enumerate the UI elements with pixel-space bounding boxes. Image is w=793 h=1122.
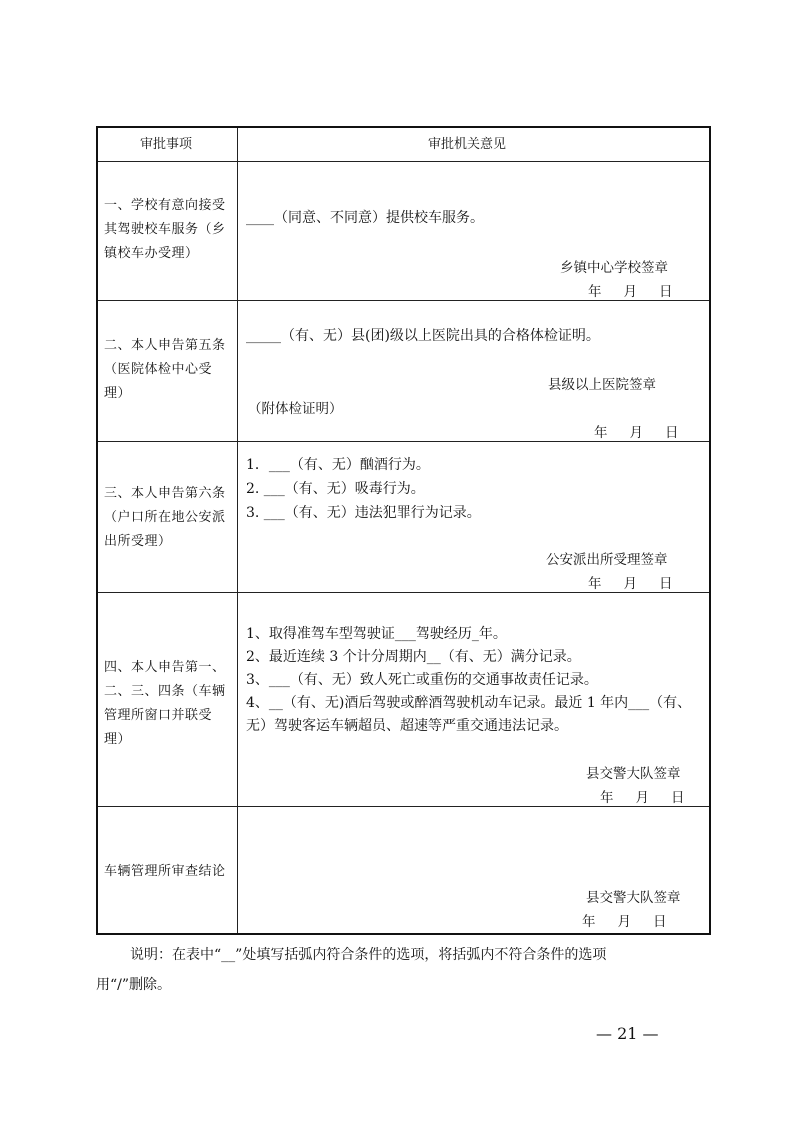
row4-sign: 县交警大队签章	[586, 766, 681, 782]
row2-sign: 县级以上医院签章	[548, 377, 656, 393]
row1-sign: 乡镇中心学校签章	[560, 260, 668, 276]
row3-sign: 公安派出所受理签章	[546, 552, 668, 568]
row3-line: 1．___（有、无）酗酒行为。	[246, 457, 430, 473]
row1-item: 一、学校有意向接受其驾驶校车服务（乡镇校车办受理）	[104, 198, 226, 261]
row2-date: 年 月 日	[594, 425, 679, 441]
row5-date: 年 月 日	[582, 914, 667, 930]
row4-item: 四、本人申告第一、二、三、四条（车辆管理所窗口并联受理）	[104, 660, 226, 747]
row2-item: 二、本人申告第五条（医院体检中心受理）	[104, 338, 226, 401]
row3-line: 2. ___（有、无）吸毒行为。	[246, 481, 425, 497]
approval-table	[96, 126, 711, 935]
row3-item: 三、本人申告第六条（户口所在地公安派出所受理）	[104, 486, 226, 549]
column-divider	[237, 128, 238, 933]
header-item: 审批事项	[140, 137, 193, 152]
row4-line: 无）驾驶客运车辆超员、超速等严重交通违法记录。	[246, 718, 568, 734]
row5-item: 车辆管理所审查结论	[104, 864, 226, 879]
row4-line: 4、__（有、无)酒后驾驶或醉酒驾驶机动车记录。最近 1 年内___（有、	[246, 695, 692, 711]
footnote-line1: 说明：在表中“__”处填写括弧内符合条件的选项，将括弧内不符合条件的选项	[130, 947, 607, 963]
row4-date: 年 月 日	[600, 790, 685, 806]
row3-date: 年 月 日	[588, 576, 673, 592]
header-opinion: 审批机关意见	[428, 137, 507, 152]
row2-note: （附体检证明）	[248, 401, 343, 417]
row4-line: 2、最近连续 3 个计分周期内__（有、无）满分记录。	[246, 649, 581, 665]
row4-line: 3、___（有、无）致人死亡或重伤的交通事故责任记录。	[246, 672, 598, 688]
row1-date: 年 月 日	[588, 284, 673, 300]
row4-line: 1、取得准驾车型驾驶证___驾驶经历_年。	[246, 626, 507, 642]
row2-line: _____（有、无）县(团)级以上医院出具的合格体检证明。	[246, 328, 600, 344]
row5-sign: 县交警大队签章	[586, 890, 681, 906]
row-divider	[98, 161, 709, 162]
page-number: — 21 —	[596, 1024, 659, 1043]
footnote-line2: 用“/”删除。	[96, 977, 172, 993]
row3-line: 3. ___（有、无）违法犯罪行为记录。	[246, 505, 481, 521]
row1-line: ____（同意、不同意）提供校车服务。	[246, 210, 484, 226]
